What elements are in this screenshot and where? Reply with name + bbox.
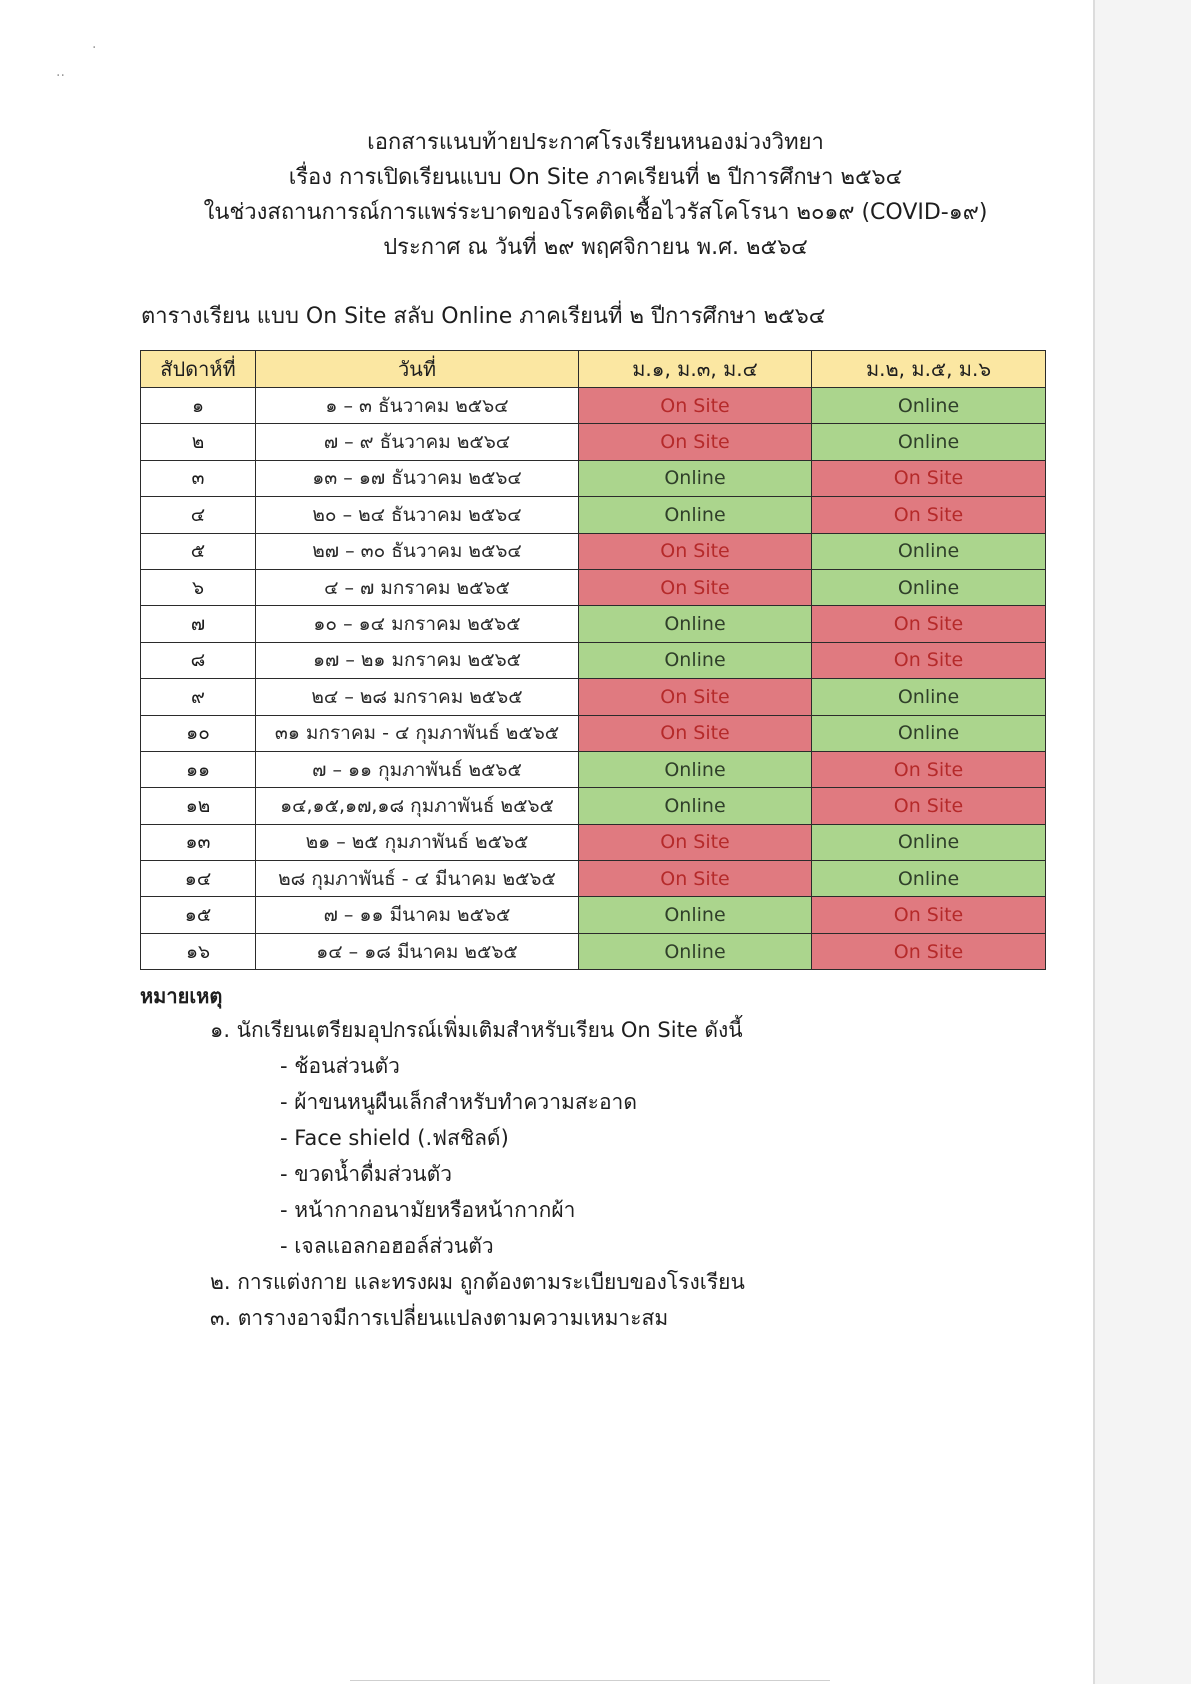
group-2-mode-cell: Online xyxy=(812,824,1046,860)
header-week: สัปดาห์ที่ xyxy=(141,351,256,388)
table-row xyxy=(141,424,1046,460)
group-2-mode-cell: Online xyxy=(812,424,1046,460)
scan-bottom-line xyxy=(350,1680,830,1681)
week-cell: ๔ xyxy=(141,497,256,533)
group-1-mode-cell: Online xyxy=(579,642,812,678)
group-1-mode-cell: Online xyxy=(579,897,812,933)
date-cell: ๗ – ๙ ธันวาคม ๒๕๖๔ xyxy=(256,424,579,460)
date-cell: ๑๔,๑๕,๑๗,๑๘ กุมภาพันธ์ ๒๕๖๕ xyxy=(256,788,579,824)
group-2-mode-cell: On Site xyxy=(812,460,1046,496)
week-cell: ๑๐ xyxy=(141,715,256,751)
group-2-mode-cell: On Site xyxy=(812,788,1046,824)
group-2-mode-cell: Online xyxy=(812,679,1046,715)
date-cell: ๒๔ – ๒๘ มกราคม ๒๕๖๕ xyxy=(256,679,579,715)
group-1-mode-cell: On Site xyxy=(579,533,812,569)
group-1-mode-cell: On Site xyxy=(579,679,812,715)
table-row xyxy=(141,533,1046,569)
header-group-2: ม.๒, ม.๕, ม.๖ xyxy=(812,351,1046,388)
table-row xyxy=(141,751,1046,787)
group-1-mode-cell: On Site xyxy=(579,388,812,424)
table-row xyxy=(141,824,1046,860)
header-line-2: เรื่อง การเปิดเรียนแบบ On Site ภาคเรียนที่ ๒ ปีการศึกษา ๒๕๖๔ xyxy=(288,165,903,190)
note-subitem: - ขวดน้ำดื่มส่วนตัว xyxy=(280,1162,453,1186)
note-subitem: - เจลแอลกอฮอล์ส่วนตัว xyxy=(280,1234,494,1258)
group-2-mode-cell: On Site xyxy=(812,751,1046,787)
group-2-mode-cell: On Site xyxy=(812,642,1046,678)
header-line-4: ประกาศ ณ วันที่ ๒๙ พฤศจิกายน พ.ศ. ๒๕๖๔ xyxy=(383,235,808,260)
date-cell: ๑๔ – ๑๘ มีนาคม ๒๕๖๕ xyxy=(256,933,579,969)
date-cell: ๑ – ๓ ธันวาคม ๒๕๖๔ xyxy=(256,388,579,424)
table-row xyxy=(141,388,1046,424)
group-2-mode-cell: On Site xyxy=(812,606,1046,642)
date-cell: ๒๘ กุมภาพันธ์ - ๔ มีนาคม ๒๕๖๕ xyxy=(256,861,579,897)
note-subitem: - ช้อนส่วนตัว xyxy=(280,1054,400,1078)
group-2-mode-cell: On Site xyxy=(812,897,1046,933)
date-cell: ๗ – ๑๑ มีนาคม ๒๕๖๕ xyxy=(256,897,579,933)
table-row xyxy=(141,679,1046,715)
group-1-mode-cell: On Site xyxy=(579,569,812,605)
date-cell: ๔ – ๗ มกราคม ๒๕๖๕ xyxy=(256,569,579,605)
group-1-mode-cell: On Site xyxy=(579,424,812,460)
date-cell: ๑๓ – ๑๗ ธันวาคม ๒๕๖๔ xyxy=(256,460,579,496)
table-row xyxy=(141,933,1046,969)
scan-speck: ·· xyxy=(56,68,65,84)
group-1-mode-cell: Online xyxy=(579,497,812,533)
date-cell: ๒๗ – ๓๐ ธันวาคม ๒๕๖๔ xyxy=(256,533,579,569)
table-row xyxy=(141,788,1046,824)
week-cell: ๑๔ xyxy=(141,861,256,897)
table-row xyxy=(141,897,1046,933)
date-cell: ๒๑ – ๒๕ กุมภาพันธ์ ๒๕๖๕ xyxy=(256,824,579,860)
scan-speck: · xyxy=(92,40,97,56)
table-row xyxy=(141,497,1046,533)
note-subitem: - หน้ากากอนามัยหรือหน้ากากผ้า xyxy=(280,1198,576,1222)
group-1-mode-cell: Online xyxy=(579,788,812,824)
header-group-1: ม.๑, ม.๓, ม.๔ xyxy=(579,351,812,388)
table-row xyxy=(141,606,1046,642)
table-title: ตารางเรียน แบบ On Site สลับ Online ภาคเรียนที่ ๒ ปีการศึกษา ๒๕๖๔ xyxy=(141,304,826,329)
date-cell: ๑๐ – ๑๔ มกราคม ๒๕๖๕ xyxy=(256,606,579,642)
group-2-mode-cell: Online xyxy=(812,861,1046,897)
week-cell: ๘ xyxy=(141,642,256,678)
group-1-mode-cell: Online xyxy=(579,933,812,969)
header-date: วันที่ xyxy=(256,351,579,388)
group-2-mode-cell: Online xyxy=(812,388,1046,424)
note-item-3: ๓. ตารางอาจมีการเปลี่ยนแปลงตามความเหมาะสม xyxy=(210,1306,669,1330)
group-1-mode-cell: Online xyxy=(579,606,812,642)
group-2-mode-cell: Online xyxy=(812,533,1046,569)
week-cell: ๙ xyxy=(141,679,256,715)
week-cell: ๕ xyxy=(141,533,256,569)
week-cell: ๓ xyxy=(141,460,256,496)
group-2-mode-cell: Online xyxy=(812,715,1046,751)
note-subitem: - Face shield (.ฟสชิลด์) xyxy=(280,1126,509,1150)
note-subitem: - ผ้าขนหนูผืนเล็กสำหรับทำความสะอาด xyxy=(280,1090,637,1114)
document-header xyxy=(0,125,1191,265)
week-cell: ๑๒ xyxy=(141,788,256,824)
week-cell: ๑๕ xyxy=(141,897,256,933)
notes-heading: หมายเหตุ xyxy=(140,984,223,1008)
schedule-body xyxy=(141,388,1046,970)
date-cell: ๑๗ – ๒๑ มกราคม ๒๕๖๕ xyxy=(256,642,579,678)
week-cell: ๑๑ xyxy=(141,751,256,787)
week-cell: ๑๖ xyxy=(141,933,256,969)
note-item-2: ๒. การแต่งกาย และทรงผม ถูกต้องตามระเบียบของโรงเรียน xyxy=(210,1270,745,1294)
week-cell: ๖ xyxy=(141,569,256,605)
table-row xyxy=(141,861,1046,897)
table-row xyxy=(141,715,1046,751)
table-row xyxy=(141,642,1046,678)
date-cell: ๒๐ – ๒๔ ธันวาคม ๒๕๖๔ xyxy=(256,497,579,533)
table-row xyxy=(141,569,1046,605)
date-cell: ๗ – ๑๑ กุมภาพันธ์ ๒๕๖๕ xyxy=(256,751,579,787)
group-2-mode-cell: On Site xyxy=(812,497,1046,533)
date-cell: ๓๑ มกราคม - ๔ กุมภาพันธ์ ๒๕๖๕ xyxy=(256,715,579,751)
table-header-row xyxy=(141,351,1046,388)
group-1-mode-cell: Online xyxy=(579,460,812,496)
week-cell: ๑๓ xyxy=(141,824,256,860)
group-1-mode-cell: On Site xyxy=(579,715,812,751)
week-cell: ๒ xyxy=(141,424,256,460)
notes-section xyxy=(140,980,1040,1336)
header-line-1: เอกสารแนบท้ายประกาศโรงเรียนหนองม่วงวิทยา xyxy=(367,130,824,155)
schedule-table xyxy=(140,350,1046,970)
group-2-mode-cell: On Site xyxy=(812,933,1046,969)
week-cell: ๗ xyxy=(141,606,256,642)
header-line-3: ในช่วงสถานการณ์การแพร่ระบาดของโรคติดเชื้อไวรัสโคโรนา ๒๐๑๙ (COVID-๑๙) xyxy=(203,200,988,225)
table-row xyxy=(141,460,1046,496)
group-1-mode-cell: On Site xyxy=(579,861,812,897)
group-1-mode-cell: Online xyxy=(579,751,812,787)
note-item-1: ๑. นักเรียนเตรียมอุปกรณ์เพิ่มเติมสำหรับเรียน On Site ดังนี้ xyxy=(210,1018,743,1042)
group-1-mode-cell: On Site xyxy=(579,824,812,860)
group-2-mode-cell: Online xyxy=(812,569,1046,605)
week-cell: ๑ xyxy=(141,388,256,424)
